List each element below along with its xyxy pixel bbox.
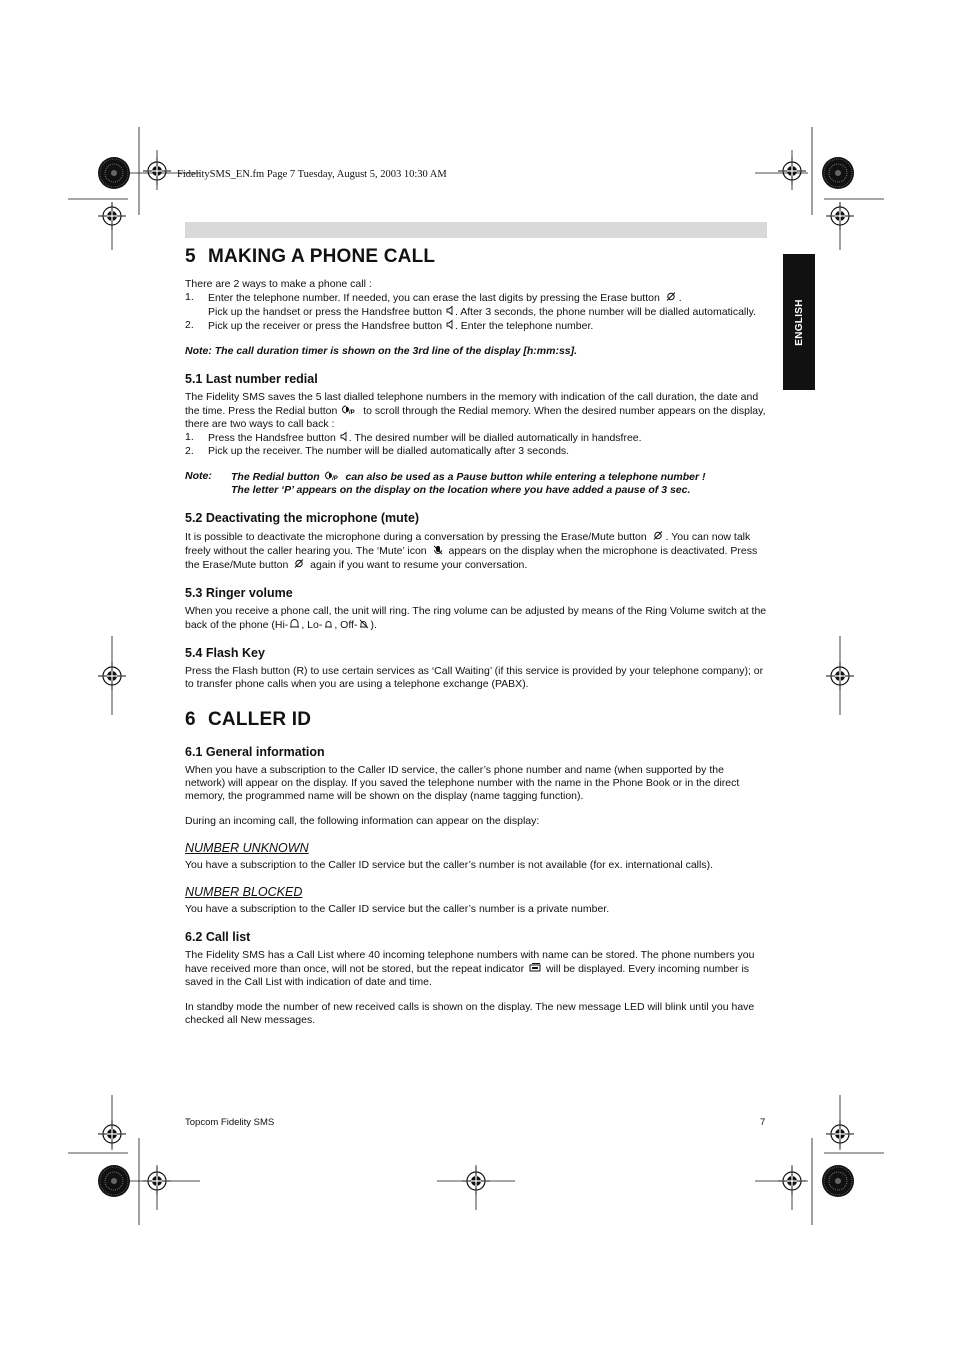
section-5-4-heading: 5.4 Flash Key <box>185 646 265 660</box>
page-number: 7 <box>760 1117 766 1128</box>
erase-icon <box>650 530 666 540</box>
page-content <box>185 246 767 1027</box>
call-list-paragraph: The Fidelity SMS has a Call List where 40 incoming telephone numbers with name can be stored. The phone numbers you have received more than once, will not be stored, but the repeat indicator will be displayed. Every incoming number is saved in the Call List with indication of date and time. <box>185 949 755 988</box>
section-6-2-heading: 6.2 Call list <box>185 930 251 944</box>
list-item: 1. Enter the telephone number. If needed, you can erase the last digits by pressing the Erase button . Pick up the handset or press the Handsfree button . After 3 seconds, the phone number will be dialled automatically. <box>185 291 756 318</box>
call-timer-note: Note: The call duration timer is shown on the 3rd line of the display [h:mm:ss]. <box>185 345 578 357</box>
number-blocked-title: NUMBER BLOCKED <box>185 885 303 899</box>
redial-paragraph: The Fidelity SMS saves the 5 last dialled telephone numbers in the memory with indication of the call duration, the date and the time. Press the Redial button /P to scroll through the Redial memory. When the desired number appears on the display, there are two ways to call back : <box>185 391 766 430</box>
redial-icon <box>323 470 343 480</box>
bell-off-icon <box>357 618 370 628</box>
list-item: 1. Press the Handsfree button . The desired number will be dialled automatically in handsfree. <box>185 431 642 444</box>
handsfree-icon <box>445 319 455 329</box>
handsfree-icon <box>445 305 455 315</box>
redial-icon <box>340 404 360 414</box>
language-tab-label: ENGLISH <box>793 298 805 346</box>
intro-text: There are 2 ways to make a phone call : <box>185 278 372 290</box>
handsfree-icon <box>339 431 349 441</box>
caller-id-paragraph: When you have a subscription to the Caller ID service, the caller’s phone number and name (when supported by the network) will appear on the display. If you saved the telephone number with the name in the Phone Book or in the direct memory, the programmed name will be shown on the display (name tagging function). <box>185 764 740 802</box>
section-5-1-heading: 5.1 Last number redial <box>185 372 318 386</box>
footer-product: Topcom Fidelity SMS <box>185 1117 275 1128</box>
number-unknown-text: You have a subscription to the Caller ID service but the caller’s number is not available (for ex. international calls). <box>185 859 713 871</box>
bell-lo-icon <box>322 618 334 628</box>
mute-paragraph: It is possible to deactivate the microphone during a conversation by pressing the Erase/Mute button . You can now talk freely without the caller hearing you. The ‘Mute’ icon appears on the display when the microphone is deactivated. Press the Erase/Mute button again if you want to resume your conversation. <box>185 531 758 571</box>
bell-hi-icon <box>288 618 301 628</box>
mute-icon <box>430 544 446 554</box>
standby-paragraph: In standby mode the number of new received calls is shown on the display. The new message LED will blink until you have checked all New messages. <box>185 1001 755 1026</box>
callback-steps <box>185 431 767 458</box>
section-6-1-heading: 6.1 General information <box>185 745 325 759</box>
section-6-heading: 6 CALLER ID <box>185 709 312 730</box>
erase-icon <box>663 291 679 301</box>
svg-text:/P: /P <box>331 476 338 481</box>
language-tab <box>783 254 815 390</box>
file-header: FidelitySMS_EN.fm Page 7 Tuesday, August 5, 2003 10:30 AM <box>177 169 447 180</box>
section-5-2-heading: 5.2 Deactivating the microphone (mute) <box>185 511 420 525</box>
number-unknown-title: NUMBER UNKNOWN <box>185 841 309 855</box>
ringer-paragraph: When you receive a phone call, the unit will ring. The ring volume can be adjusted by means of the Ring Volume switch at the back of the phone (Hi- , Lo- , Off- ). <box>185 605 767 631</box>
svg-text:/P: /P <box>349 410 355 415</box>
incoming-info-paragraph: During an incoming call, the following information can appear on the display: <box>185 815 540 827</box>
call-steps <box>185 291 767 333</box>
section-5-3-heading: 5.3 Ringer volume <box>185 586 293 600</box>
redial-note: Note: The Redial button /P can also be used as a Pause button while entering a telephone number ! The letter ‘P’ appears on the display on the location where you have added a pause of 3 sec. <box>185 470 706 496</box>
erase-icon <box>291 558 307 568</box>
list-item: 2. Pick up the receiver. The number will be dialled automatically after 3 seconds. <box>185 445 570 457</box>
section-5-heading: 5 MAKING A PHONE CALL <box>185 246 436 267</box>
list-item: 2. Pick up the receiver or press the Handsfree button . Enter the telephone number. <box>185 319 594 332</box>
number-blocked-text: You have a subscription to the Caller ID service but the caller’s number is a private number. <box>185 903 610 915</box>
repeat-icon <box>527 962 543 972</box>
section-rule <box>185 222 767 238</box>
flash-paragraph: Press the Flash button (R) to use certain services as ‘Call Waiting’ (if this service is provided by your telephone company); or to transfer phone calls when you are using a telephone exchange (PABX). <box>185 665 764 690</box>
